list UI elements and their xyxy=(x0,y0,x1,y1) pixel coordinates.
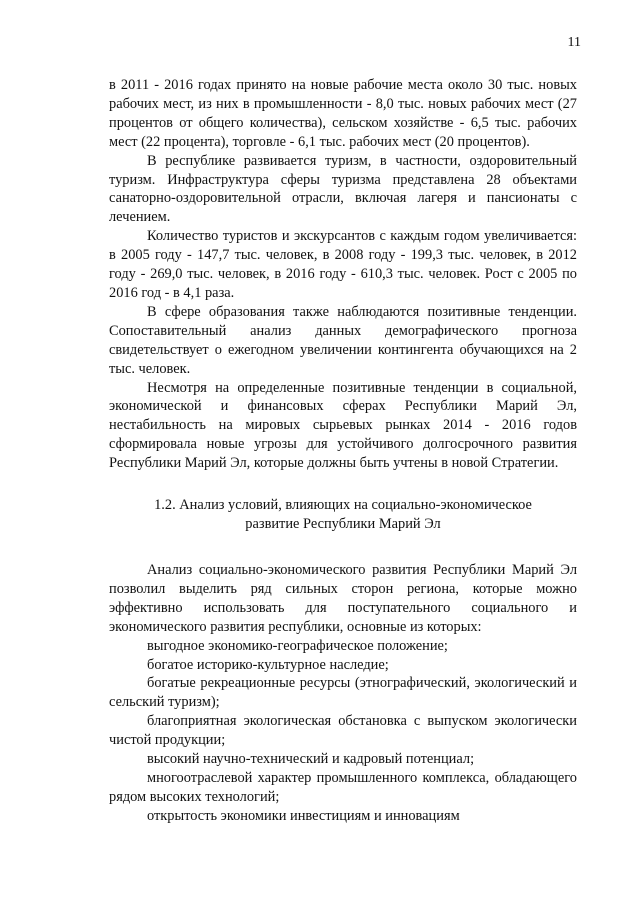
list-item: открытость экономики инвестициям и инновациям xyxy=(147,807,460,824)
list-item: богатые рекреационные ресурсы (этнографический, экологический и сельский туризм); xyxy=(109,675,577,711)
paragraph-employment: в 2011 - 2016 годах принято на новые рабочие места около 30 тыс. новых рабочих мест, из них в промышленности - 8,0 тыс. новых рабочих мест (27 процентов от общего количества), сельском хозяйстве - 6,5 тыс. рабочих мест (22 процента), торговле - 6,1 тыс. рабочих мест (20 процентов). xyxy=(109,77,577,150)
section-heading xyxy=(109,496,577,534)
paragraph-analysis-intro: Анализ социально-экономического развития Республики Марий Эл позволил выделить ряд сильных сторон региона, которые можно эффективно использовать для поступательного социального и экономического развития республики, основные из которых: xyxy=(109,562,577,635)
list-item: высокий научно-технический и кадровый потенциал; xyxy=(147,751,475,768)
page-content xyxy=(109,76,577,826)
list-item: благоприятная экологическая обстановка с выпуском экологически чистой продукции; xyxy=(109,713,577,749)
paragraph-education: В сфере образования также наблюдаются позитивные тенденции. Сопоставительный анализ данных демографического прогноза свидетельствует о ежегодном увеличении контингента обучающихся на 2 тыс. человек. xyxy=(109,303,577,377)
page-number: 11 xyxy=(567,35,581,50)
list-item: выгодное экономико-географическое положение; xyxy=(147,637,448,654)
paragraph-tourism: В республике развивается туризм, в частности, оздоровительный туризм. Инфраструктура сферы туризма представлена 28 объектами санаторно-оздоровительной отрасли, включая лагеря и пансионаты с лечением. xyxy=(109,152,577,226)
section-heading-line-2: развитие Республики Марий Эл xyxy=(245,516,441,533)
strengths-list xyxy=(109,637,577,826)
paragraph-tourist-count: Количество туристов и экскурсантов с каждым годом увеличивается: в 2005 году - 147,7 тыс. человек, в 2008 году - 199,3 тыс. человек, в 2012 году - 269,0 тыс. человек, в 2016 году - 610,3 тыс. человек. Рост с 2005 по 2016 год - в 4,1 раза. xyxy=(109,228,577,301)
paragraph-threats: Несмотря на определенные позитивные тенденции в социальной, экономической и финансовых сферах Республики Марий Эл, нестабильность на мировых сырьевых рынках 2014 - 2016 годов сформировала новые угрозы для устойчивого долгосрочного развития Республики Марий Эл, которые должны быть учтены в новой Стратегии. xyxy=(109,379,577,472)
section-heading-line-1: 1.2. Анализ условий, влияющих на социально-экономическое xyxy=(154,497,532,514)
list-item: многоотраслевой характер промышленного комплекса, обладающего рядом высоких технологий; xyxy=(109,770,577,805)
list-item: богатое историко-культурное наследие; xyxy=(147,656,389,673)
